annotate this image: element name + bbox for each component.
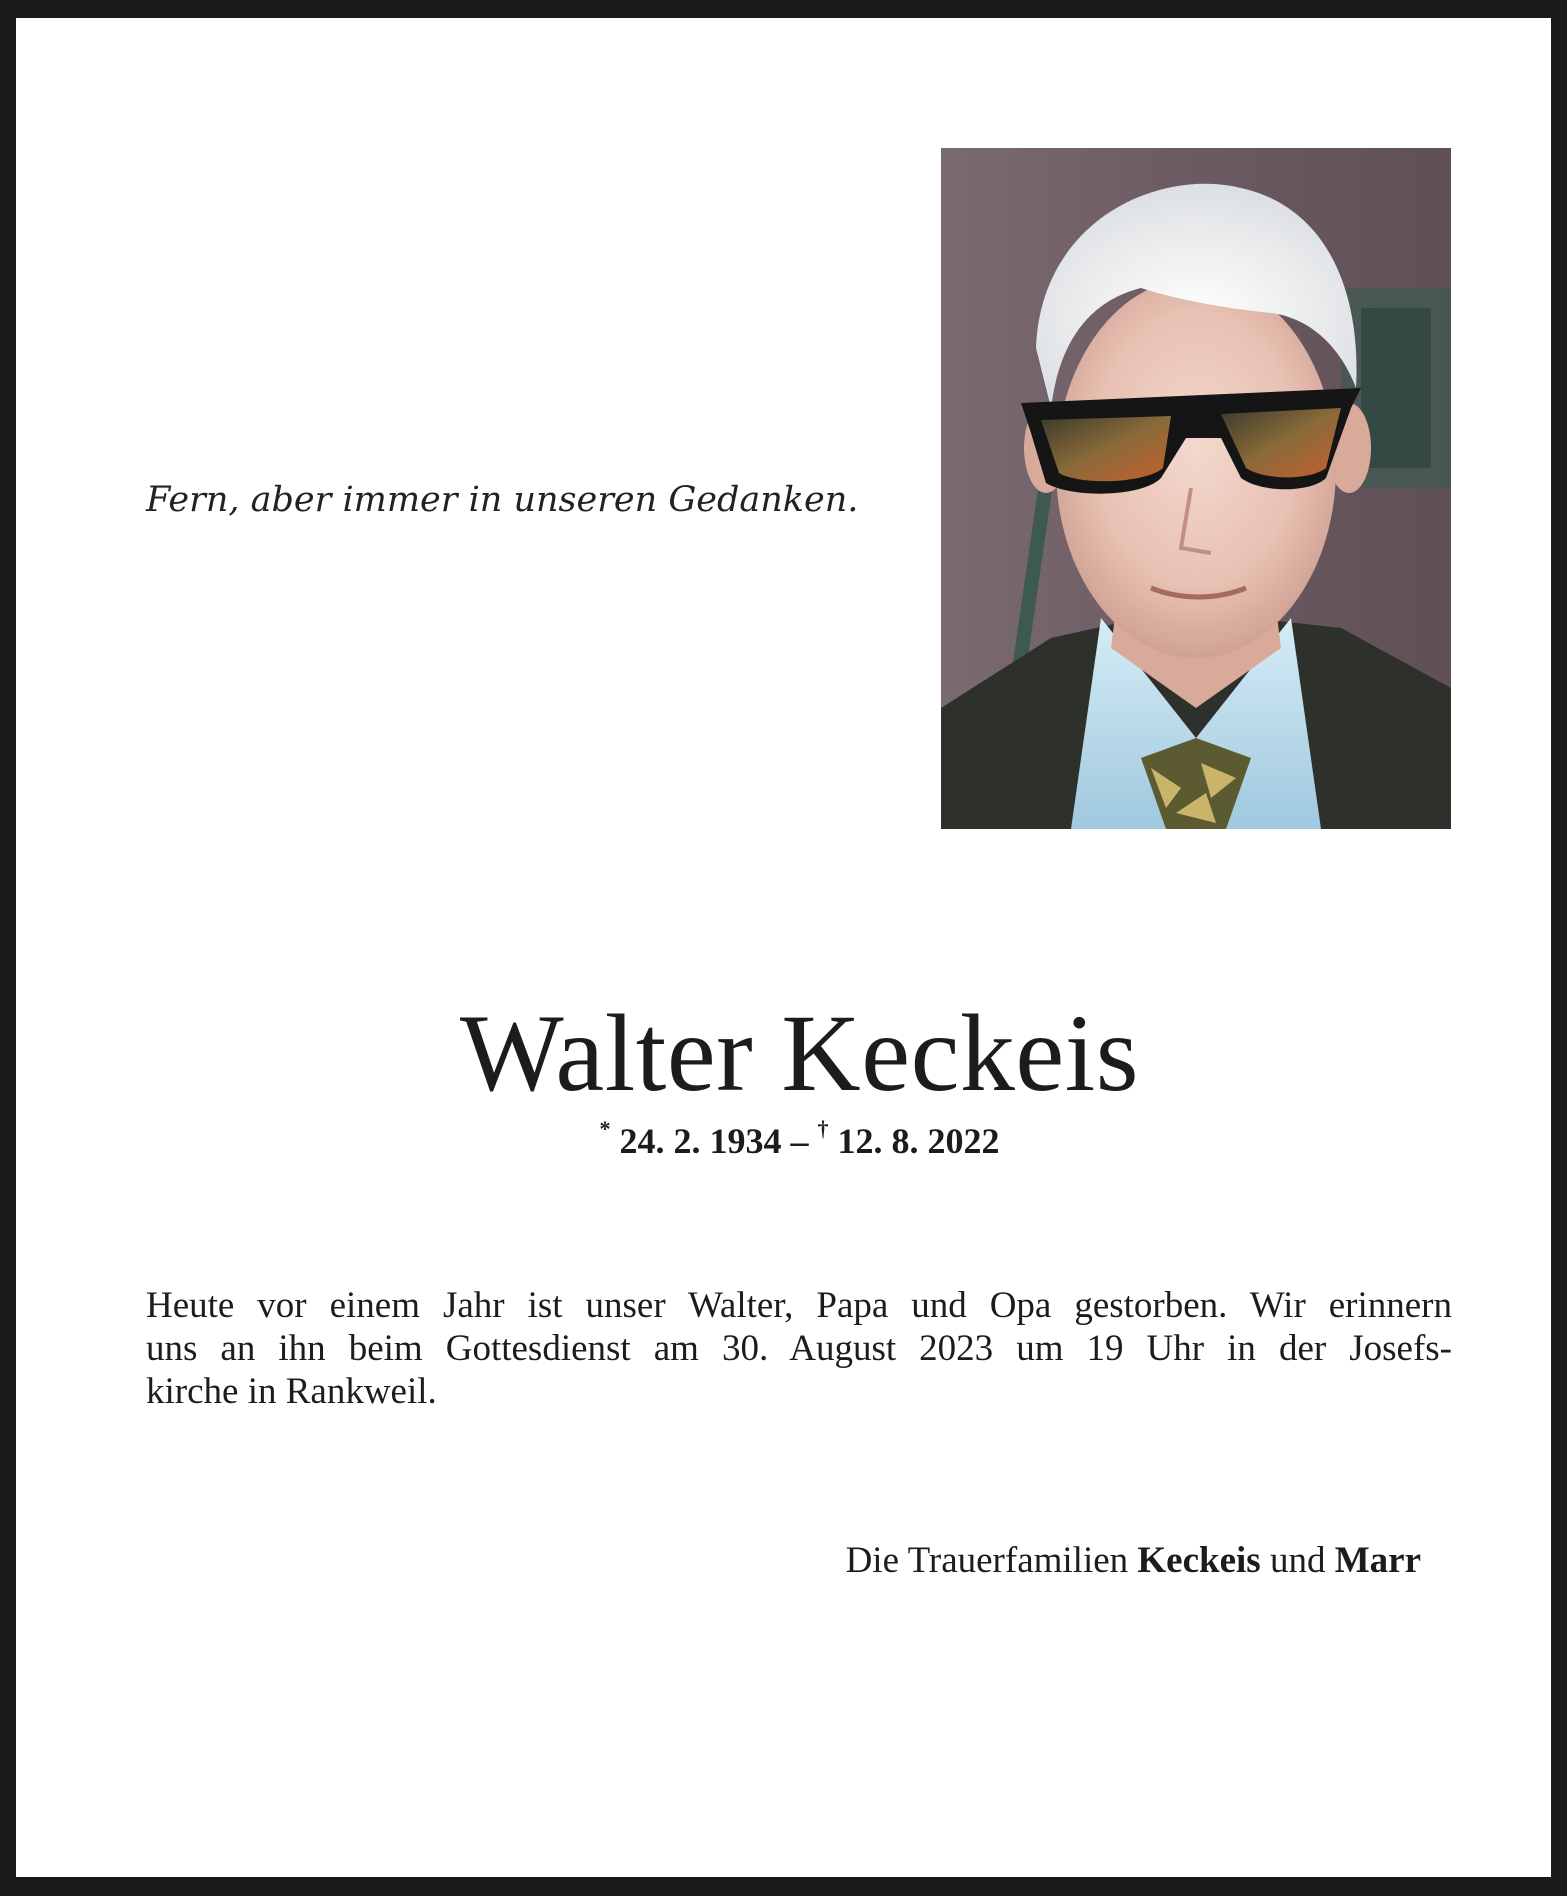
family-name-keckeis: Keckeis — [1137, 1540, 1261, 1581]
signature-conjunction: und — [1260, 1540, 1335, 1581]
portrait-photo — [941, 148, 1451, 829]
memorial-announcement — [146, 1284, 1452, 1413]
birth-symbol: * — [599, 1116, 611, 1141]
announcement-line: uns an ihn beim Gottesdienst am 30. August 2023 um 19 Uhr in der Josefs- — [146, 1328, 1452, 1369]
date-separator: – — [781, 1121, 818, 1161]
deceased-name: Walter Keckeis — [459, 992, 1140, 1114]
family-signature — [846, 1538, 1421, 1584]
portrait-illustration — [941, 148, 1451, 829]
signature-prefix: Die Trauerfamilien — [845, 1540, 1138, 1581]
announcement-line: kirche in Rankweil. — [146, 1371, 437, 1412]
family-name-marr: Marr — [1334, 1540, 1421, 1581]
announcement-line: Heute vor einem Jahr ist unser Walter, Papa und Opa gestorben. Wir erinnern — [146, 1285, 1452, 1326]
life-dates — [16, 1118, 1567, 1164]
death-date: 12. 8. 2022 — [837, 1121, 1000, 1161]
memorial-quote: Fern, aber immer in unseren Gedanken. — [146, 480, 859, 520]
death-symbol: † — [817, 1116, 829, 1141]
birth-date: 24. 2. 1934 — [619, 1121, 782, 1161]
